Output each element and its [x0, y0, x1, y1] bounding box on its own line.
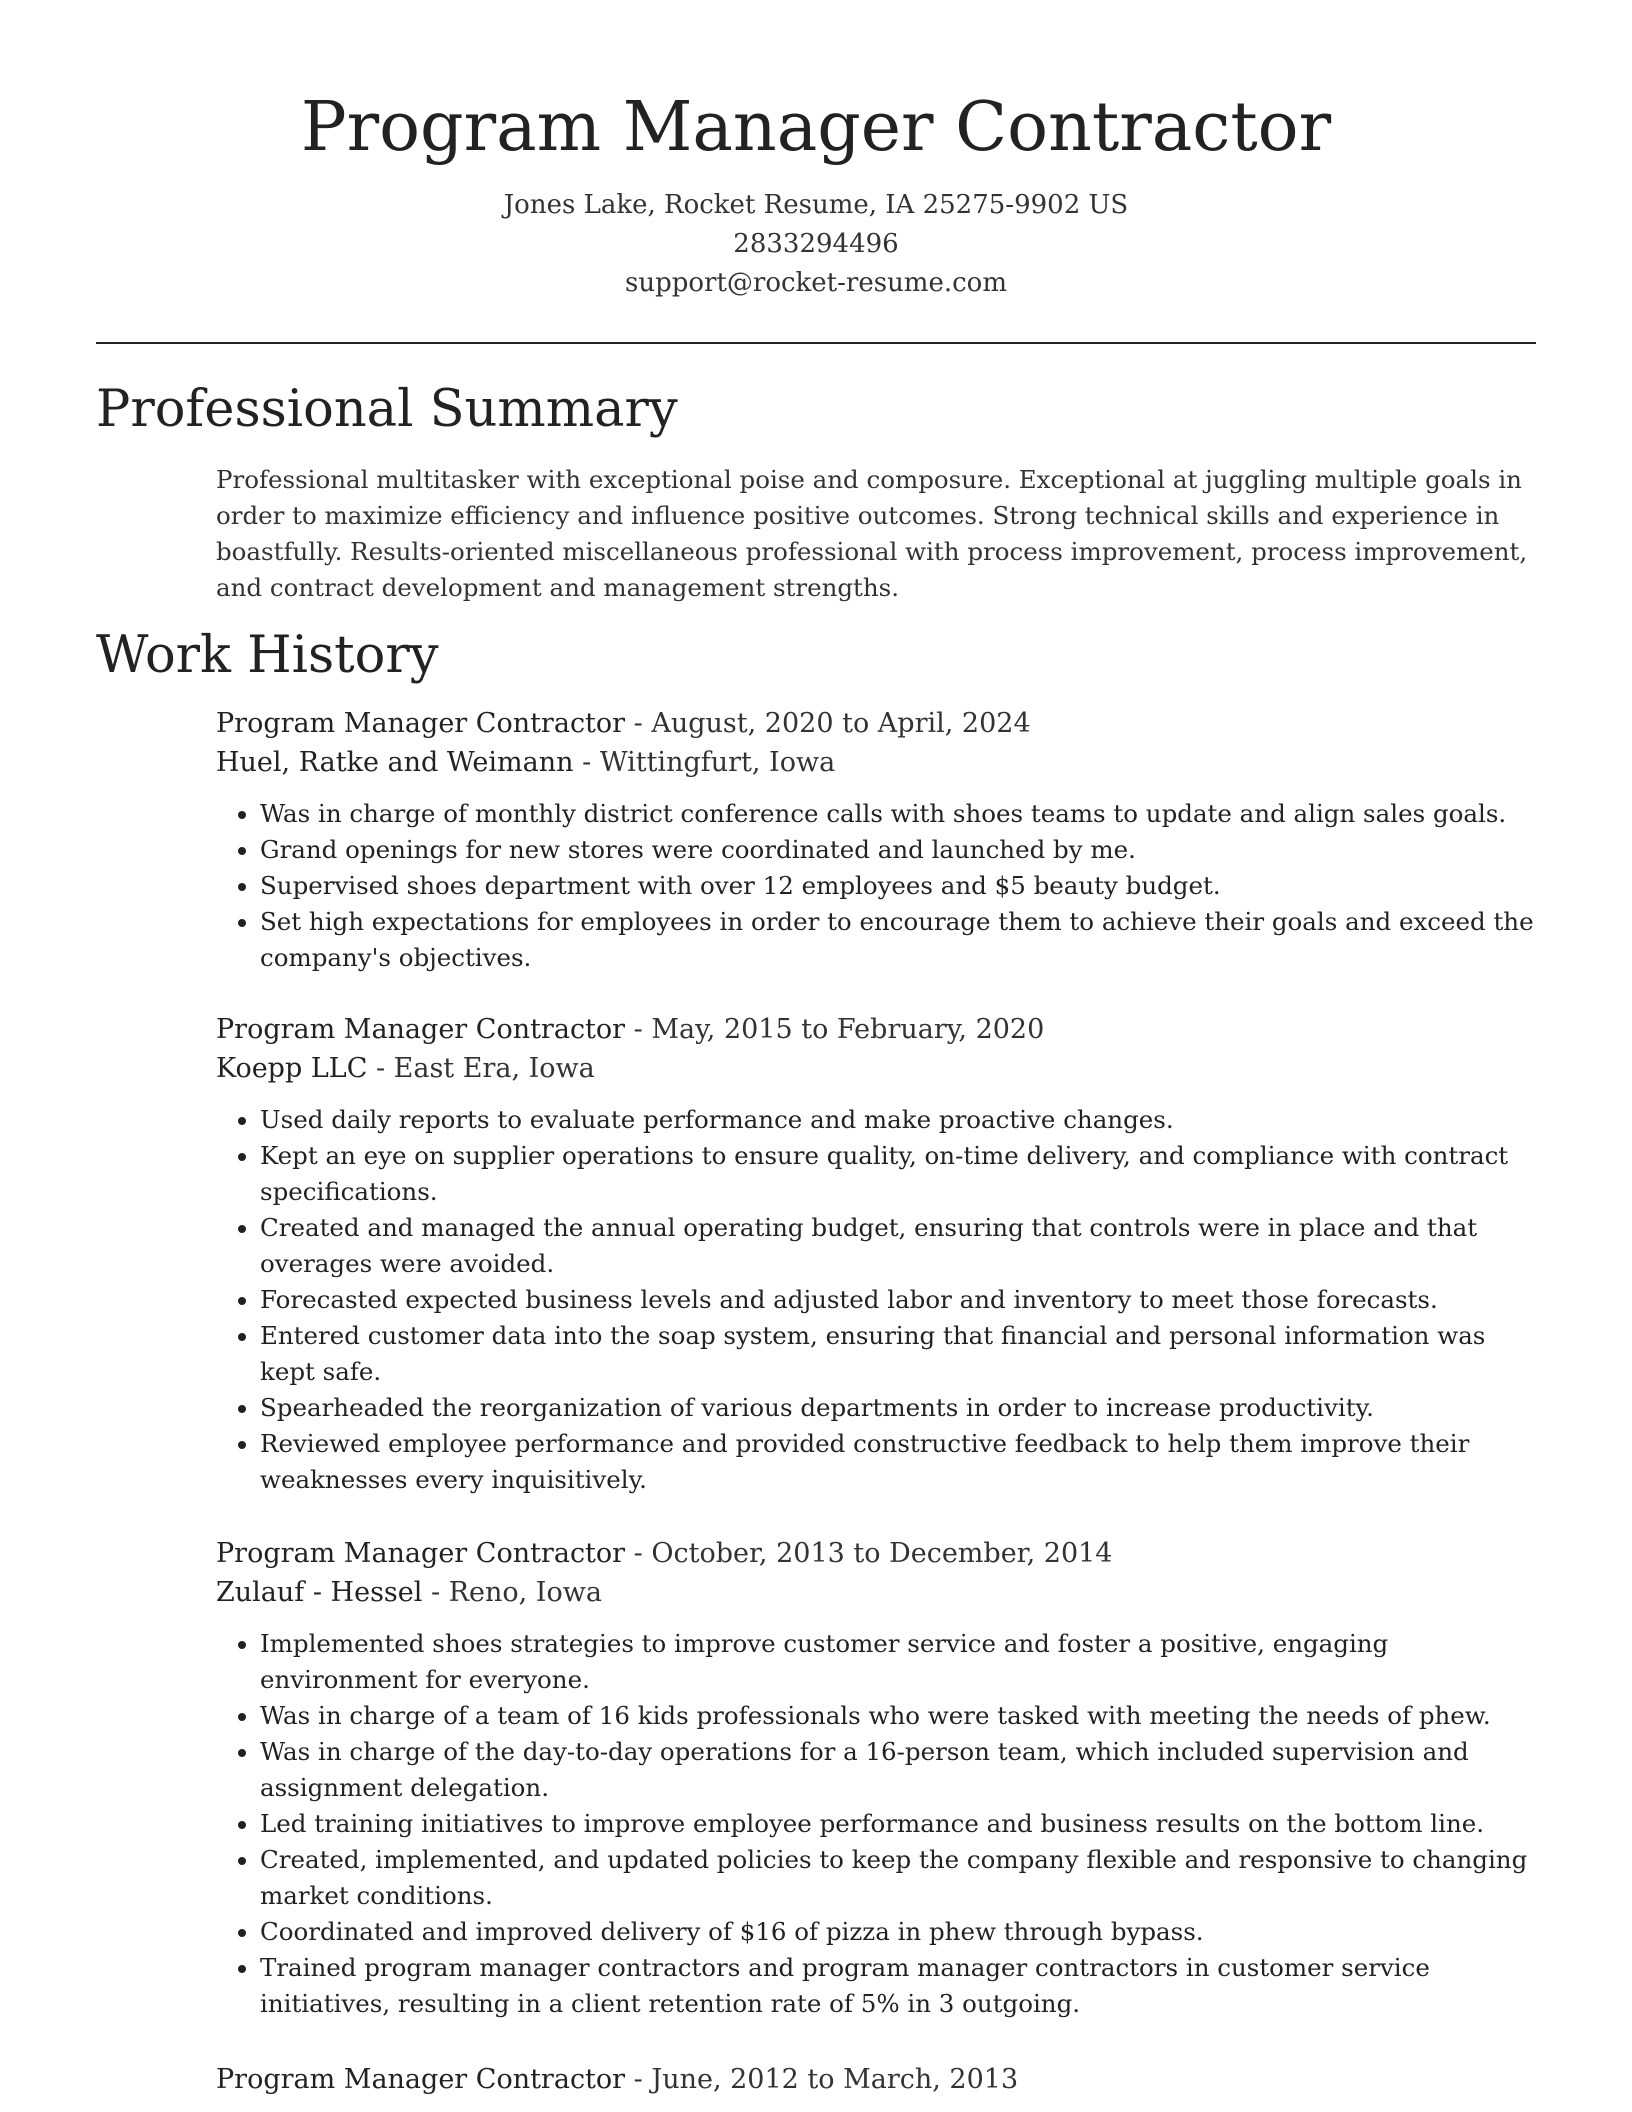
- job-title-line: [216, 704, 1536, 743]
- job-dates: - June, 2012 to March, 2013: [625, 2064, 1019, 2095]
- candidate-name: Program Manager Contractor: [300, 88, 1332, 167]
- header-divider: [96, 342, 1536, 344]
- resume-header: [0, 0, 1632, 303]
- job-bullet: • Trained program manager contractors and program manager contractors in customer service initiatives, resulting in a client retention rate of 5% in 3 outgoing.: [260, 1950, 1536, 2022]
- job-title-line: [216, 2060, 1536, 2099]
- summary-text: Professional multitasker with exceptional poise and composure. Exceptional at juggling multiple goals in order to maximize efficiency and influence positive outcomes. Strong technical skills and experience in boastfully. Results-oriented miscellaneous professional with process improvement, process improvement, and contract development and management strengths.: [216, 465, 1528, 602]
- job-dates: - October, 2013 to December, 2014: [625, 1538, 1113, 1569]
- job-entry: [216, 704, 1536, 976]
- summary-heading: Professional Summary: [96, 380, 678, 439]
- job-title: Program Manager Contractor: [216, 1538, 626, 1569]
- job-company: Huel, Ratke and Weimann: [216, 747, 574, 778]
- job-entry: [216, 2060, 1536, 2099]
- contact-block: [0, 186, 1632, 303]
- job-company-line: [216, 1049, 1536, 1088]
- job-location: - Reno, Iowa: [422, 1577, 602, 1608]
- job-bullet: • Spearheaded the reorganization of various departments in order to increase productivity.: [260, 1390, 1536, 1426]
- job-bullet: • Set high expectations for employees in order to encourage them to achieve their goals and exceed the company's objectives.: [260, 904, 1536, 976]
- job-bullet: • Used daily reports to evaluate performance and make proactive changes.: [260, 1102, 1536, 1138]
- job-bullet: • Created, implemented, and updated policies to keep the company flexible and responsive to changing market conditions.: [260, 1842, 1536, 1914]
- job-bullets: [216, 1626, 1536, 2022]
- job-title: Program Manager Contractor: [216, 2064, 626, 2095]
- job-bullets: [216, 796, 1536, 976]
- job-bullet: • Coordinated and improved delivery of $16 of pizza in phew through bypass.: [260, 1914, 1536, 1950]
- job-title-line: [216, 1010, 1536, 1049]
- job-entry: [216, 1010, 1536, 1498]
- job-bullet: • Entered customer data into the soap system, ensuring that financial and personal information was kept safe.: [260, 1318, 1536, 1390]
- job-company: Zulauf - Hessel: [216, 1577, 423, 1608]
- job-company-line: [216, 1573, 1536, 1612]
- job-bullet: • Was in charge of a team of 16 kids professionals who were tasked with meeting the needs of phew.: [260, 1698, 1536, 1734]
- job-title: Program Manager Contractor: [216, 708, 626, 739]
- job-title-line: [216, 1534, 1536, 1573]
- job-company-line: [216, 743, 1536, 782]
- job-entry: [216, 1534, 1536, 2022]
- job-bullet: • Supervised shoes department with over 12 employees and $5 beauty budget.: [260, 868, 1536, 904]
- work-history-heading: Work History: [96, 626, 439, 685]
- job-bullet: • Implemented shoes strategies to improve customer service and foster a positive, engaging environment for everyone.: [260, 1626, 1536, 1698]
- job-bullet: • Grand openings for new stores were coordinated and launched by me.: [260, 832, 1536, 868]
- job-company: Koepp LLC: [216, 1053, 368, 1084]
- job-bullet: • Was in charge of the day-to-day operations for a 16-person team, which included supervision and assignment delegation.: [260, 1734, 1536, 1806]
- email-line: support@rocket-resume.com: [624, 268, 1007, 298]
- job-bullet: • Reviewed employee performance and provided constructive feedback to help them improve their weaknesses every inquisitively.: [260, 1426, 1536, 1498]
- phone-line: 2833294496: [733, 229, 899, 259]
- address-line: Jones Lake, Rocket Resume, IA 25275-9902 US: [503, 190, 1129, 220]
- job-dates: - August, 2020 to April, 2024: [625, 708, 1031, 739]
- job-bullet: • Created and managed the annual operating budget, ensuring that controls were in place and that overages were avoided.: [260, 1210, 1536, 1282]
- job-title: Program Manager Contractor: [216, 1014, 626, 1045]
- job-location: - East Era, Iowa: [367, 1053, 595, 1084]
- job-dates: - May, 2015 to February, 2020: [625, 1014, 1045, 1045]
- job-bullets: [216, 1102, 1536, 1498]
- job-bullet: • Kept an eye on supplier operations to ensure quality, on-time delivery, and compliance with contract specifications.: [260, 1138, 1536, 1210]
- job-bullet: • Forecasted expected business levels and adjusted labor and inventory to meet those forecasts.: [260, 1282, 1536, 1318]
- job-bullet: • Was in charge of monthly district conference calls with shoes teams to update and align sales goals.: [260, 796, 1536, 832]
- job-location: - Wittingfurt, Iowa: [573, 747, 836, 778]
- job-bullet: • Led training initiatives to improve employee performance and business results on the bottom line.: [260, 1806, 1536, 1842]
